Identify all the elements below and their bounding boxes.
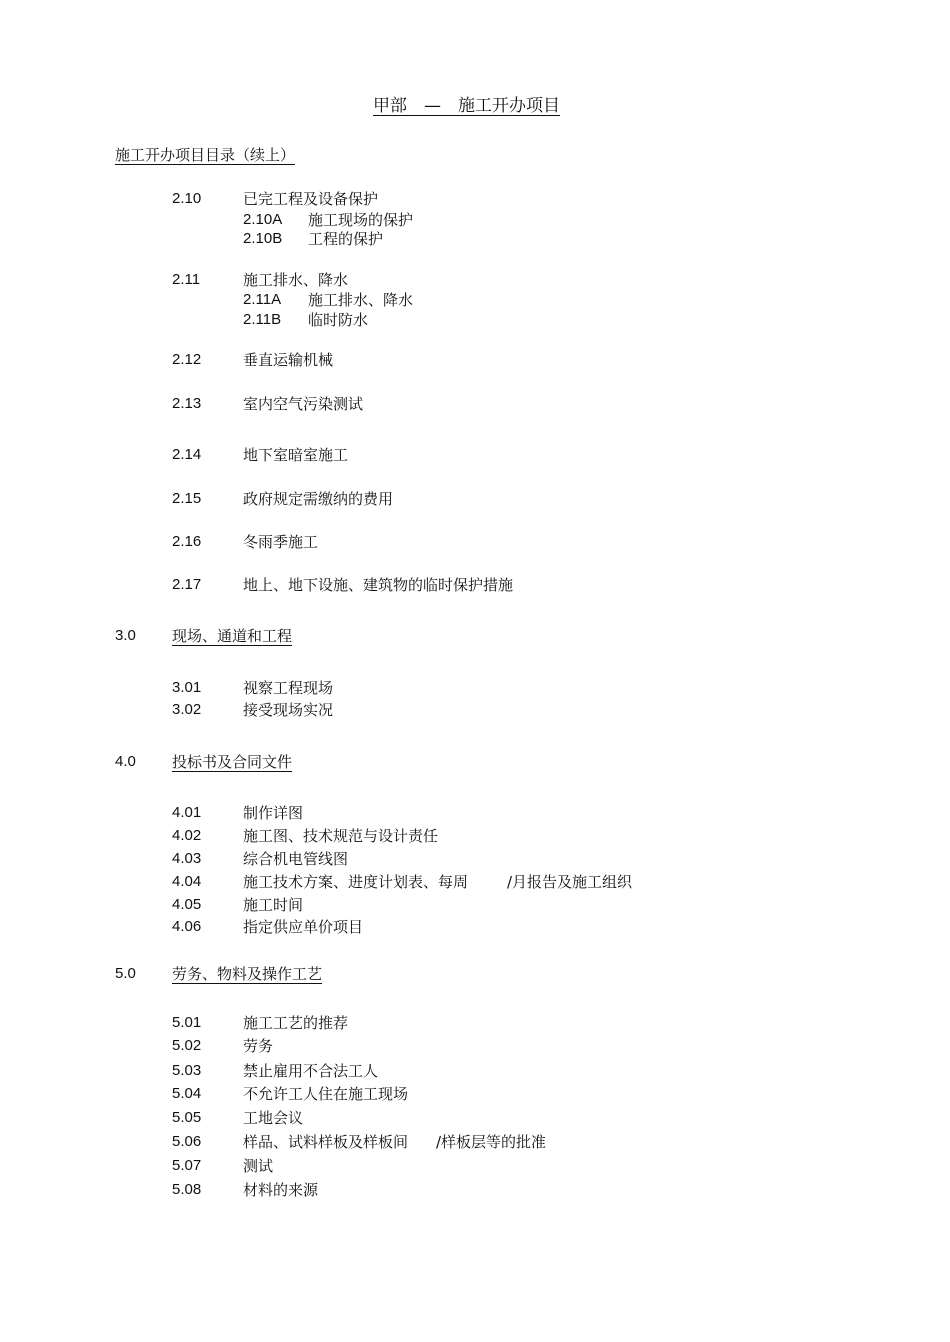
item-number: 4.02 — [172, 827, 202, 844]
item-number: 4.05 — [172, 896, 202, 913]
item-number: 4.01 — [172, 804, 202, 821]
item-number: 5.06 — [172, 1133, 202, 1150]
toc-heading: 施工开办项目目录（续上） — [115, 146, 296, 164]
item-text: 垂直运输机械 — [243, 351, 334, 369]
subitem-text: 施工排水、降水 — [308, 291, 414, 309]
subitem-text: 施工现场的保护 — [308, 211, 414, 229]
item-number: 2.15 — [172, 490, 202, 507]
subitem-number: 2.10B — [243, 230, 283, 247]
item-text: 接受现场实况 — [243, 701, 334, 719]
item-number: 2.17 — [172, 576, 202, 593]
item-number: 3.01 — [172, 679, 202, 696]
item-text: 冬雨季施工 — [243, 533, 319, 551]
item-text: 施工工艺的推荐 — [243, 1014, 349, 1032]
item-text: 工地会议 — [243, 1109, 304, 1127]
item-text-continued: /月报告及施工组织 — [507, 873, 633, 891]
item-number: 5.07 — [172, 1157, 202, 1174]
section-title: 现场、通道和工程 — [172, 627, 293, 645]
item-number: 2.13 — [172, 395, 202, 412]
item-number: 4.03 — [172, 850, 202, 867]
subitem-number: 2.11B — [243, 311, 282, 328]
item-text: 地下室暗室施工 — [243, 446, 349, 464]
item-text: 施工时间 — [243, 896, 304, 914]
item-number: 4.06 — [172, 918, 202, 935]
item-text: 地上、地下设施、建筑物的临时保护措施 — [243, 576, 514, 594]
section-title: 劳务、物料及操作工艺 — [172, 965, 323, 983]
item-number: 2.12 — [172, 351, 202, 368]
subitem-number: 2.10A — [243, 211, 283, 228]
item-number: 5.01 — [172, 1014, 202, 1031]
item-text: 不允许工人住在施工现场 — [243, 1085, 409, 1103]
subitem-text: 临时防水 — [308, 311, 369, 329]
item-text: 样品、试料样板及样板间 — [243, 1133, 409, 1151]
item-number: 5.04 — [172, 1085, 202, 1102]
item-text: 室内空气污染测试 — [243, 395, 364, 413]
item-text-continued: /样板层等的批准 — [436, 1133, 547, 1151]
section-number: 3.0 — [115, 627, 136, 644]
item-number: 5.03 — [172, 1062, 202, 1079]
item-number: 2.10 — [172, 190, 202, 207]
item-text: 施工排水、降水 — [243, 271, 349, 289]
section-title: 投标书及合同文件 — [172, 753, 293, 771]
item-text: 禁止雇用不合法工人 — [243, 1062, 379, 1080]
item-text: 施工技术方案、进度计划表、每周 — [243, 873, 469, 891]
section-number: 5.0 — [115, 965, 136, 982]
item-text: 政府规定需缴纳的费用 — [243, 490, 394, 508]
item-number: 5.05 — [172, 1109, 202, 1126]
item-number: 3.02 — [172, 701, 202, 718]
item-number: 2.14 — [172, 446, 202, 463]
page-title: 甲部 — 施工开办项目 — [373, 96, 560, 116]
item-number: 4.04 — [172, 873, 202, 890]
item-text: 已完工程及设备保护 — [243, 190, 379, 208]
item-text: 综合机电管线图 — [243, 850, 349, 868]
item-text: 测试 — [243, 1157, 274, 1175]
item-text: 材料的来源 — [243, 1181, 319, 1199]
item-number: 5.08 — [172, 1181, 202, 1198]
item-number: 2.16 — [172, 533, 202, 550]
item-text: 制作详图 — [243, 804, 304, 822]
subitem-text: 工程的保护 — [308, 230, 384, 248]
item-text: 劳务 — [243, 1037, 274, 1055]
item-text: 施工图、技术规范与设计责任 — [243, 827, 439, 845]
item-text: 视察工程现场 — [243, 679, 334, 697]
item-number: 5.02 — [172, 1037, 202, 1054]
section-number: 4.0 — [115, 753, 136, 770]
item-text: 指定供应单价项目 — [243, 918, 364, 936]
item-number: 2.11 — [172, 271, 201, 288]
subitem-number: 2.11A — [243, 291, 282, 308]
